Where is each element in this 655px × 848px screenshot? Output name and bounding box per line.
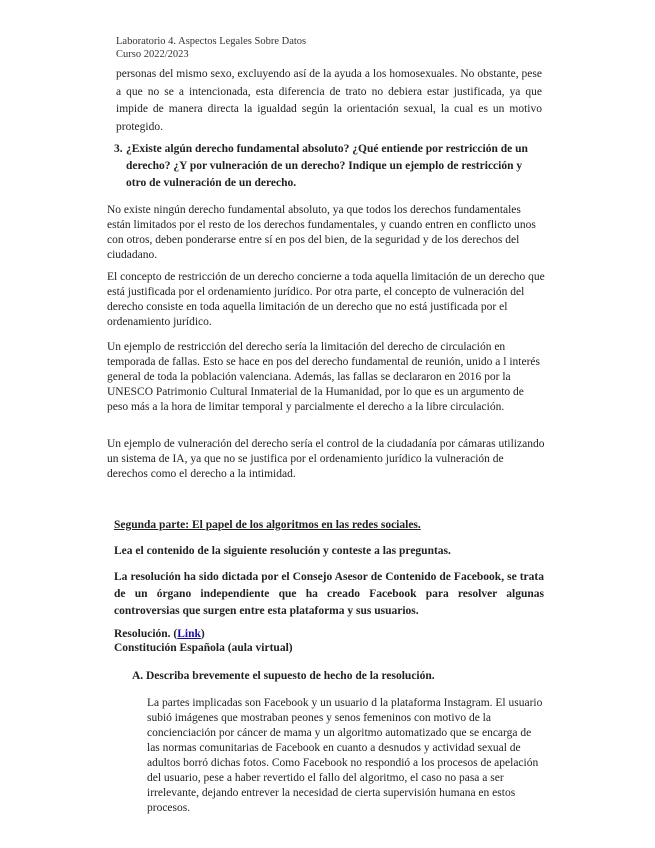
resolution-label: Resolución. ( bbox=[114, 628, 178, 640]
answer-a-paragraph: La partes implicadas son Facebook y un usuario d la plataforma Instagram. El usuario subió imágenes que mostraban peones y senos femeninos con motivo de la concienciación por cáncer de mama y un algoritmo automatizado que se encarga de las normas comunitarias de Facebook en cuanto a desnudos y actividad sexual de adultos borró dichas fotos. Como Facebook no respondió a los procesos de apelación del usuario, pese a haber revertido el fallo del algoritmo, el caso no pasa a ser irrelevante, dejando entrever la necesidad de cierta supervisión humana en estos procesos. bbox=[147, 697, 543, 814]
resolution-line bbox=[114, 627, 544, 642]
question-a bbox=[132, 669, 532, 684]
section-title-part2: Segunda parte: El papel de los algoritmos en las redes sociales. bbox=[114, 519, 421, 531]
instruction-text: Lea el contenido de la siguiente resolución y conteste a las preguntas. bbox=[114, 545, 451, 557]
intro-paragraph: La resolución ha sido dictada por el Consejo Asesor de Contenido de Facebook, se trata de un órgano independiente que ha creado Facebook para resolver algunas controversias que surgen entre esta plataforma y sus usuarios. bbox=[114, 571, 544, 617]
answer-paragraph-2: El concepto de restricción de un derecho concierne a toda aquella limitación de un derecho que está justificada por el ordenamiento jurídico. Por otra parte, el concepto de vulneración del derecho consiste en toda aquella limitación de un derecho que no está justificada por el ordenamiento jurídico. bbox=[107, 271, 545, 328]
resolution-close-paren: ) bbox=[200, 628, 205, 640]
answer-paragraph-1: No existe ningún derecho fundamental absoluto, ya que todos los derechos fundamentales están limitados por el resto de los derechos fundamentales, y cuando entren en conflicto unos con otros, deben ponderarse entre sí en pos del bien, de la seguridad y de los derechos del ciudadano. bbox=[107, 204, 536, 261]
constitution-line: Constitución Española (aula virtual) bbox=[114, 642, 293, 654]
question-3-text: ¿Existe algún derecho fundamental absoluto? ¿Qué entiende por restricción de un derecho? ¿Y por vulneración de un derecho? Indique un ejemplo de restricción y otro de vulneración de un derecho. bbox=[126, 143, 528, 189]
page-header bbox=[116, 35, 306, 61]
question-3 bbox=[114, 141, 544, 192]
answer-paragraph-3: Un ejemplo de restricción del derecho sería la limitación del derecho de circulación en temporada de fallas. Esto se hace en pos del derecho fundamental de reunión, unido a l interés general de toda la población valenciana. Además, las fallas se declararon en 2016 por la UNESCO Patrimonio Cultural Inmaterial de la Humanidad, por lo que es un argumento de peso más a la hora de limitar temporal y parcialmente el derecho a la libre circulación. bbox=[107, 341, 541, 413]
question-a-text: Describa brevemente el supuesto de hecho de la resolución. bbox=[146, 670, 435, 682]
answer-paragraph-4: Un ejemplo de vulneración del derecho sería el control de la ciudadanía por cámaras utilizando un sistema de IA, ya que no se justifica por el ordenamiento jurídico la vulneración de derechos como el derecho a la intimidad. bbox=[107, 438, 545, 480]
header-course-title: Laboratorio 4. Aspectos Legales Sobre Datos bbox=[116, 36, 307, 47]
question-3-number: 3. bbox=[114, 143, 123, 155]
header-course-year: Curso 2022/2023 bbox=[116, 49, 189, 60]
resolution-link[interactable]: Link bbox=[177, 628, 201, 640]
question-a-letter: A. bbox=[132, 670, 144, 682]
paragraph-continuation: personas del mismo sexo, excluyendo así de la ayuda a los homosexuales. No obstante, pese a que no se a intencionada, esta diferencia de trato no debiera estar justificada, ya que impide de manera directa la igualdad según la orientación sexual, la cual es un motivo protegido. bbox=[116, 68, 542, 133]
